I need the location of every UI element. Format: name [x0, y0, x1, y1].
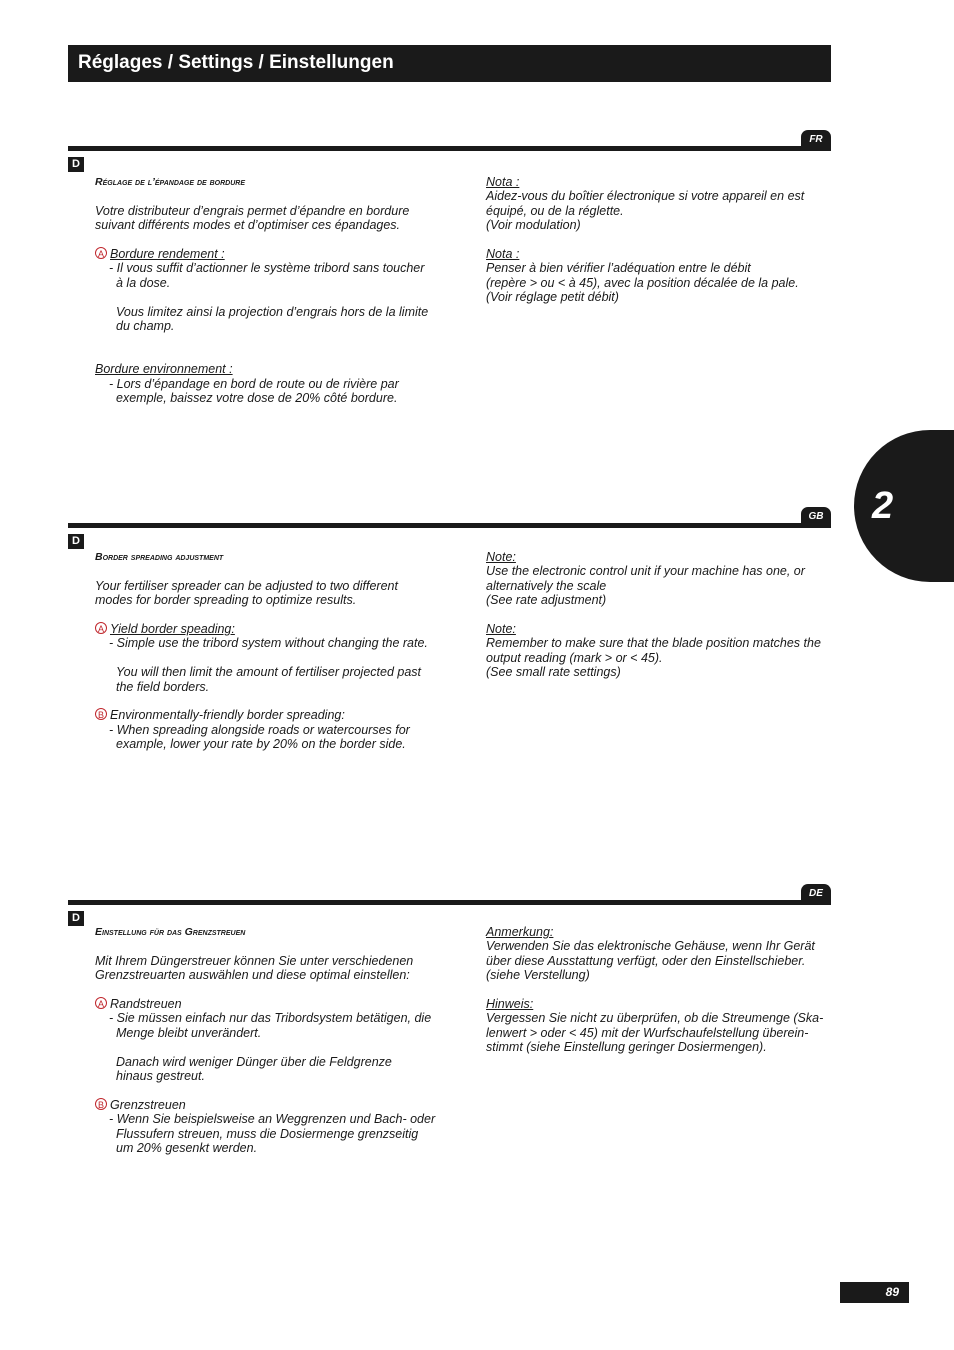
- fr-b-line-2: exemple, baissez votre dose de 20% côté bordure.: [116, 391, 398, 406]
- gb-note1-title: Note:: [486, 550, 516, 564]
- fr-note2-title: Nota :: [486, 247, 520, 262]
- fr-right-column: [486, 175, 831, 305]
- fr-left-column: [95, 175, 455, 405]
- gb-note1-line-1: Use the electronic control unit if your machine has one, or: [486, 564, 805, 579]
- fr-a-line-1: - Il vous suffit d’actionner le système tribord sans toucher: [109, 261, 425, 276]
- chapter-number: 2: [872, 485, 894, 527]
- gb-a-extra-1: You will then limit the amount of fertiliser projected past: [116, 665, 422, 680]
- marker-b-icon: B: [95, 1098, 107, 1110]
- fr-a-extra-2: du champ.: [116, 319, 175, 334]
- de-note1-line-2: über diese Ausstattung verfügt, oder den Einstellschieber.: [486, 953, 806, 968]
- section-rule-de: [68, 900, 831, 905]
- header-bar: [68, 45, 831, 82]
- fr-intro-1: Votre distributeur d’engrais permet d’épandre en bordure: [95, 203, 410, 218]
- lang-tab-gb: GB: [801, 507, 831, 526]
- de-b-title: Grenzstreuen: [110, 1097, 186, 1112]
- de-intro-1: Mit Ihrem Düngerstreuer können Sie unter verschiedenen: [95, 953, 414, 968]
- de-note2-line-1: Vergessen Sie nicht zu überprüfen, ob die Streumenge (Ska-: [486, 1011, 824, 1026]
- fr-note1-title: Nota :: [486, 175, 520, 189]
- gb-b-line-2: example, lower your rate by 20% on the border side.: [116, 737, 406, 752]
- fr-heading: Réglage de l’épandage de bordure: [95, 176, 245, 188]
- fr-a-title: Bordure rendement :: [110, 247, 225, 261]
- lang-tab-de: DE: [801, 884, 831, 903]
- fr-intro-2: suivant différents modes et d’optimiser ces épandages.: [95, 218, 401, 233]
- fr-b-title: Bordure environnement :: [95, 362, 233, 377]
- fr-a-extra-1: Vous limitez ainsi la projection d’engrais hors de la limite: [116, 304, 429, 319]
- gb-note2-title: Note:: [486, 622, 516, 637]
- de-heading: Einstellung für das Grenzstreuen: [95, 926, 246, 938]
- fr-a-line-2: à la dose.: [116, 275, 171, 290]
- marker-a-icon: A: [95, 247, 107, 259]
- fr-note1-line-2: équipé, ou de la réglette.: [486, 203, 624, 218]
- de-right-column: [486, 925, 831, 1055]
- gb-left-column: [95, 550, 455, 752]
- gb-heading: Border spreading adjustment: [95, 551, 224, 563]
- gb-a-extra-2: the field borders.: [116, 679, 210, 694]
- de-note1-line-3: (siehe Verstellung): [486, 968, 590, 983]
- de-intro-2: Grenzstreuarten auswählen und diese optimal einstellen:: [95, 968, 410, 983]
- de-b-line-1: - Wenn Sie beispielsweise an Weggrenzen und Bach- oder: [109, 1112, 436, 1127]
- de-a-line-2: Menge bleibt unverändert.: [116, 1025, 262, 1040]
- de-b-line-2: Flussufern streuen, muss die Dosiermenge grenzseitig: [116, 1126, 419, 1141]
- de-a-extra-1: Danach wird weniger Dünger über die Feldgrenze: [116, 1054, 392, 1069]
- de-b-line-3: um 20% gesenkt werden.: [116, 1141, 258, 1156]
- fr-note2-line-3: (Voir réglage petit débit): [486, 290, 619, 305]
- gb-note1-line-2: alternatively the scale: [486, 578, 607, 593]
- de-note2-line-2: lenwert > oder < 45) mit der Wurfschaufelstellung überein-: [486, 1025, 809, 1040]
- gb-note2-line-3: (See small rate settings): [486, 665, 621, 680]
- chapter-tab: [854, 430, 954, 582]
- gb-note1-line-3: (See rate adjustment): [486, 593, 607, 608]
- page-number: 89: [840, 1282, 909, 1303]
- de-a-title: Randstreuen: [110, 997, 182, 1011]
- fr-b-line-1: - Lors d’épandage en bord de route ou de rivière par: [109, 376, 399, 391]
- fr-note2-line-2: (repère > ou < à 45), avec la position décalée de la pale.: [486, 275, 799, 290]
- section-marker-de: D: [68, 911, 84, 926]
- de-note2-line-3: stimmt (siehe Einstellung geringer Dosiermengen).: [486, 1040, 767, 1055]
- page-title: Réglages / Settings / Einstellungen: [78, 52, 394, 73]
- de-note1-line-1: Verwenden Sie das elektronische Gehäuse, wenn Ihr Gerät: [486, 939, 815, 954]
- gb-note2-line-2: output reading (mark > or < 45).: [486, 650, 663, 665]
- section-marker-fr: D: [68, 157, 84, 172]
- gb-right-column: [486, 550, 836, 680]
- de-note1-title: Anmerkung:: [486, 925, 554, 939]
- de-note2-title: Hinweis:: [486, 997, 534, 1012]
- marker-a-icon: A: [95, 622, 107, 634]
- section-rule-gb: [68, 523, 831, 528]
- de-a-line-1: - Sie müssen einfach nur das Tribordsystem betätigen, die: [109, 1011, 432, 1026]
- fr-note2-line-1: Penser à bien vérifier l’adéquation entre le débit: [486, 261, 751, 276]
- gb-intro-2: modes for border spreading to optimize results.: [95, 593, 357, 608]
- marker-b-icon: B: [95, 708, 107, 720]
- lang-tab-fr: FR: [801, 130, 831, 149]
- gb-note2-line-1: Remember to make sure that the blade position matches the: [486, 636, 821, 651]
- fr-note1-line-1: Aidez-vous du boîtier électronique si votre appareil en est: [486, 189, 805, 204]
- gb-a-line-1: - Simple use the tribord system without changing the rate.: [109, 636, 428, 651]
- gb-b-line-1: - When spreading alongside roads or watercourses for: [109, 722, 410, 737]
- gb-b-title: Environmentally-friendly border spreading:: [110, 708, 345, 723]
- fr-note1-line-3: (Voir modulation): [486, 218, 581, 233]
- gb-intro-1: Your fertiliser spreader can be adjusted to two different: [95, 578, 398, 593]
- marker-a-icon: A: [95, 997, 107, 1009]
- de-a-extra-2: hinaus gestreut.: [116, 1069, 205, 1084]
- de-left-column: [95, 925, 455, 1155]
- section-rule-fr: [68, 146, 831, 151]
- section-marker-gb: D: [68, 534, 84, 549]
- gb-a-title: Yield border speading:: [110, 622, 235, 636]
